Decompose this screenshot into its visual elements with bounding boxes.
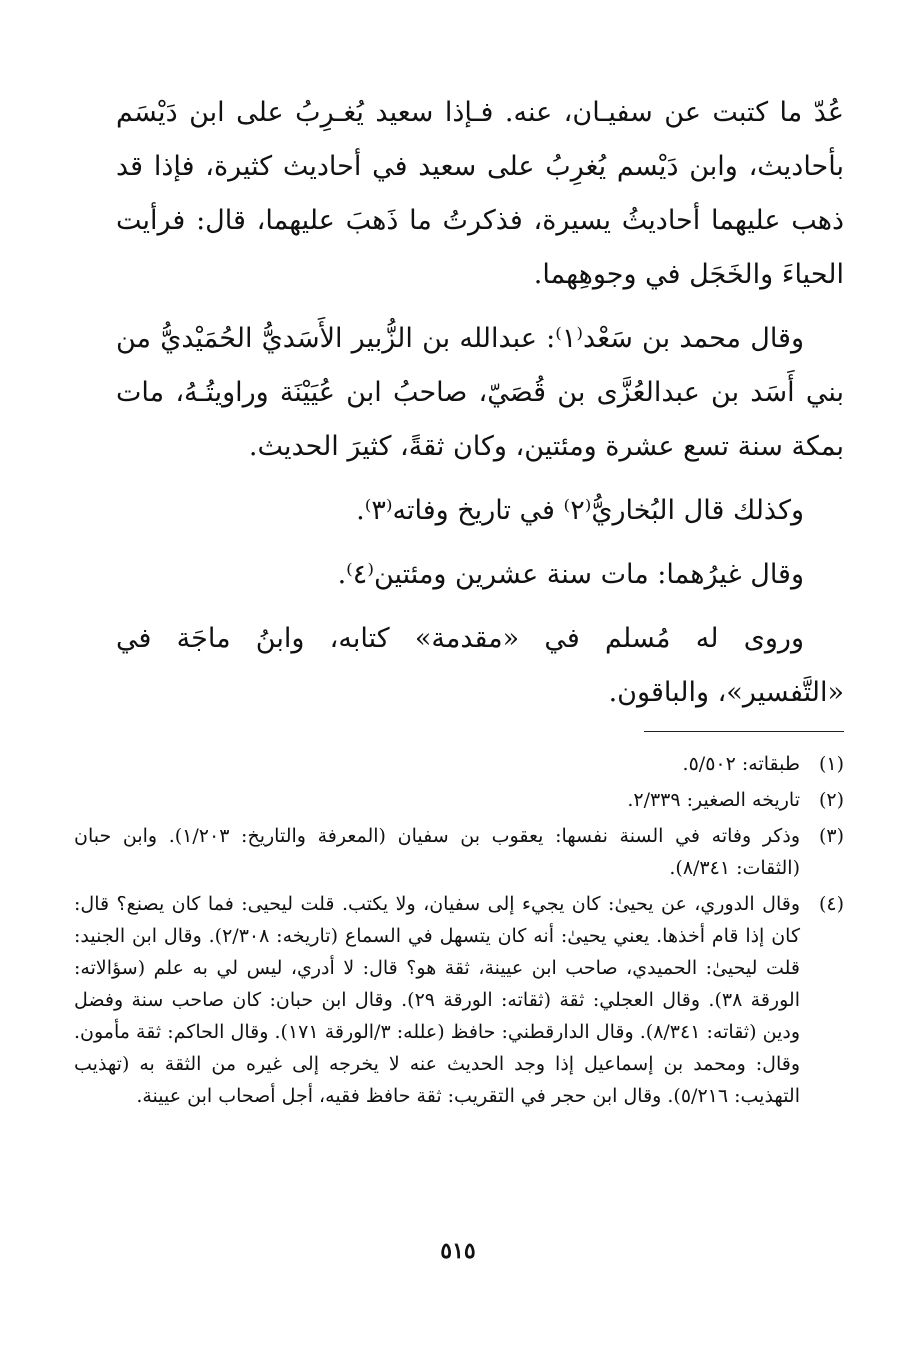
paragraph-3: وكذلك قال البُخاريُّ⁽٢⁾ في تاريخ وفاته⁽٣⁾. (356, 495, 804, 526)
main-text (116, 86, 844, 720)
footnote-number: (٢) (818, 789, 844, 811)
paragraph-4: وقال غيرُهما: مات سنة عشرين ومئتين⁽٤⁾. (337, 559, 804, 590)
footnote-number: (٣) (818, 825, 844, 847)
footnote-number: (١) (818, 753, 844, 775)
page-number: ٥١٥ (440, 1238, 476, 1264)
footnote-2 (74, 784, 844, 816)
paragraph-5: وروى له مُسلم في «مقدمة» كتابه، وابنُ ماجَة في «التَّفسير»، والباقون. (116, 623, 844, 708)
footnote-divider (644, 731, 844, 732)
footnote-text: وقال الدوري، عن يحيىٰ: كان يجيء إلى سفيان، ولا يكتب. قلت ليحيى: فما كان يصنع؟ قال: كان إذا قام أخذها. يعني يحيىٰ: أنه كان يتسهل في السماع (تاريخه: ٢/٣٠٨). وقال ابن الجنيد: قلت ليحيىٰ: الحميدي، صاحب ابن عيينة، ثقة هو؟ قال: لا أدري، ليس لي به علم (سؤالاته: الورقة ٣٨). وقال العجلي: ثقة (ثقاته: الورقة ٢٩). وقال ابن حبان: كان صاحب سنة وفضل ودين (ثقاته: ٨/٣٤١). وقال الدارقطني: حافظ (علله: ٣/الورقة ١٧١). وقال الحاكم: ثقة مأمون. وقال: ومحمد بن إسماعيل إذا وجد الحديث عنه لا يخرجه إلى غيره من الثقة به (تهذيب التهذيب: ٥/٢١٦). وقال ابن حجر في التقريب: ثقة حافظ فقيه، أجل أصحاب ابن عيينة. (74, 893, 800, 1107)
footnote-text: وذكر وفاته في السنة نفسها: يعقوب بن سفيان (المعرفة والتاريخ: ١/٢٠٣). وابن حبان (الثقات: ٨/٣٤١). (74, 825, 800, 879)
footnote-number: (٤) (818, 893, 844, 915)
paragraph-2: وقال محمد بن سَعْد⁽١⁾: عبدالله بن الزُّبير الأَسَديُّ الحُمَيْديُّ من بني أَسَد بن عبدالعُزَّى بن قُصَيّ، صاحبُ ابن عُيَيْنَة وراويتُـهُ، مات بمكة سنة تسع عشرة ومئتين، وكان ثقةً، كثيرَ الحديث. (116, 323, 844, 462)
footnote-4 (74, 888, 844, 1112)
paragraph-1: عُدّ ما كتبت عن سفيـان، عنه. فـإذا سعيد يُغـرِبُ على ابن دَيْسَم بأحاديث، وابن دَيْسم يُغرِبُ على سعيد في أحاديث كثيرة، فإذا قد ذهب عليهما أحاديثُ يسيرة، فذكرتُ ما ذَهبَ عليهما، قال: فرأيت الحياءَ والخَجَل في وجوهِهما. (116, 97, 844, 290)
footnotes (74, 748, 844, 1116)
footnote-text: تاريخه الصغير: ٢/٣٣٩. (627, 789, 800, 811)
footnote-1 (74, 748, 844, 780)
footnote-text: طبقاته: ٥/٥٠٢. (682, 753, 800, 775)
footnote-3 (74, 820, 844, 884)
